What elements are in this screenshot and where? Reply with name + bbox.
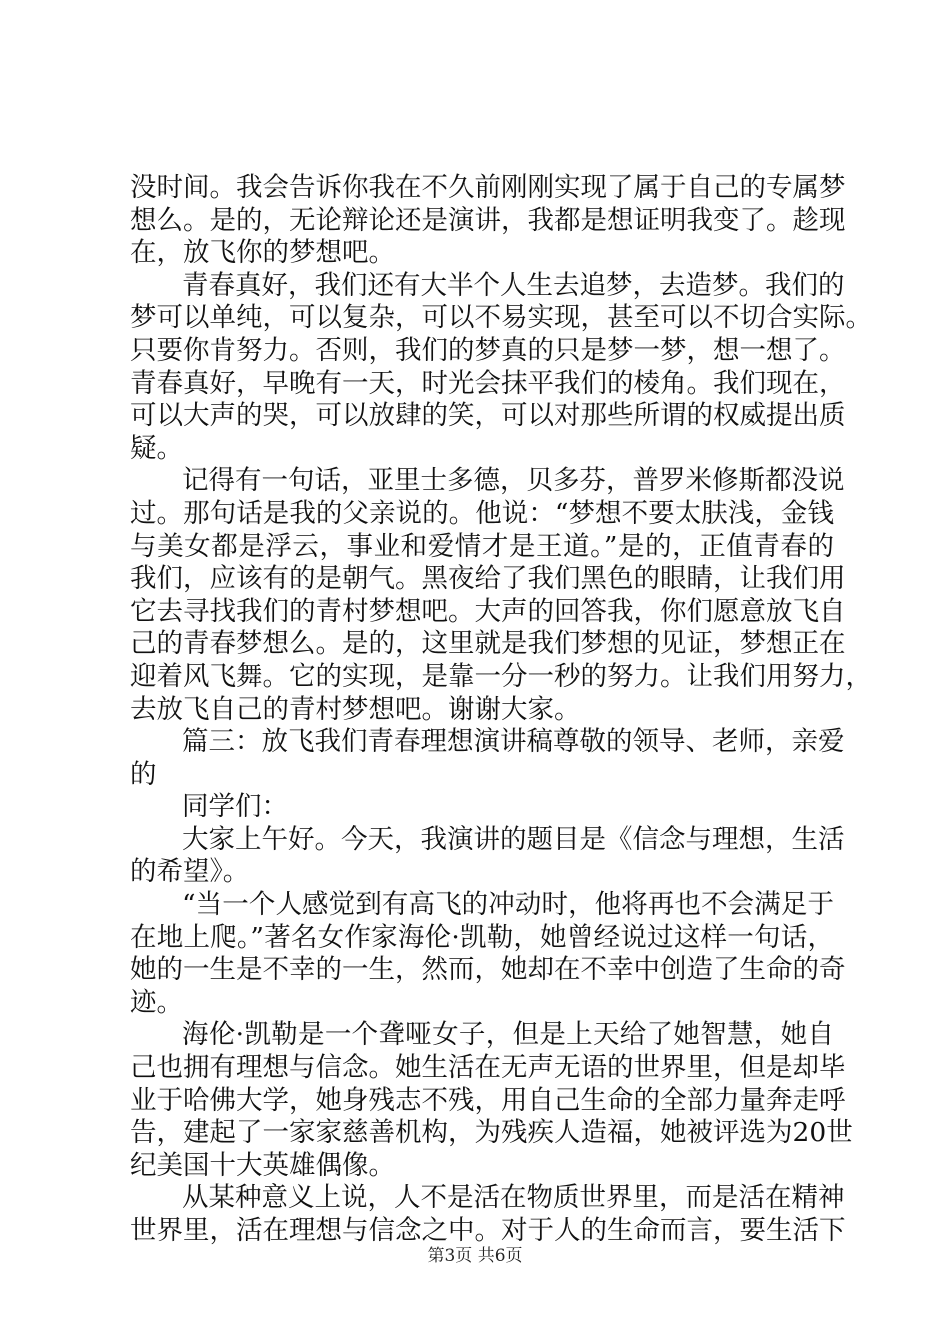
text-line: 世界里，活在理想与信念之中。对于人的生命而言，要生活下: [130, 1215, 846, 1246]
text-line: 告，建起了一家家慈善机构，为残疾人造福，她被评选为20世: [130, 1117, 853, 1149]
text-line: 青春真好，我们还有大半个人生去追梦，去造梦。我们的: [182, 269, 845, 301]
text-line: 青春真好，早晚有一天，时光会抹平我们的棱角。我们现在，: [130, 367, 846, 399]
document-body: [130, 172, 872, 1248]
text-line: 在，放飞你的梦想吧。: [130, 237, 395, 269]
text-line: 迎着风飞舞。它的实现，是靠一分一秒的努力。让我们用努力，: [130, 660, 872, 692]
text-line: 的: [130, 758, 157, 790]
text-line: 的希望》。: [130, 856, 250, 888]
text-line: 只要你肯努力。否则，我们的梦真的只是梦一梦，想一想了。: [130, 334, 846, 366]
text-line: 去放飞自己的青村梦想吧。谢谢大家。: [130, 693, 581, 725]
text-line: 己也拥有理想与信念。她生活在无声无语的世界里，但是却毕: [130, 1052, 846, 1084]
text-line: 想么。是的，无论辩论还是演讲，我都是想证明我变了。趁现: [130, 204, 846, 236]
text-line: 在地上爬。”著名女作家海伦·凯勒，她曾经说过这样一句话，: [130, 921, 834, 953]
text-line: 大家上午好。今天，我演讲的题目是《信念与理想，生活: [182, 823, 845, 855]
text-line: 从某种意义上说，人不是活在物质世界里，而是活在精神: [182, 1182, 845, 1214]
text-line: 它去寻找我们的青村梦想吧。大声的回答我，你们愿意放飞自: [130, 595, 846, 627]
page-footer: [0, 1245, 950, 1267]
text-line: 她的一生是不幸的一生，然而，她却在不幸中创造了生命的奇: [130, 954, 846, 986]
section-heading-line: 篇三：放飞我们青春理想演讲稿尊敬的领导、老师，亲爱: [182, 726, 845, 758]
text-line: 我们，应该有的是朝气。黑夜给了我们黑色的眼睛，让我们用: [130, 563, 846, 595]
page-number: 第3页 共6页: [427, 1246, 523, 1266]
text-line: 梦可以单纯，可以复杂，可以不易实现，甚至可以不切合实际。: [130, 302, 872, 334]
text-line: 记得有一句话，亚里士多德，贝多芬，普罗米修斯都没说: [182, 465, 845, 497]
text-line: 纪美国十大英雄偶像。: [130, 1149, 395, 1181]
text-line: 没时间。我会告诉你我在不久前刚刚实现了属于自己的专属梦: [130, 172, 846, 203]
text-line: 海伦·凯勒是一个聋哑女子，但是上天给了她智慧，她自: [182, 1019, 834, 1051]
text-line: 过。那句话是我的父亲说的。他说：“梦想不要太肤浅，金钱: [130, 497, 834, 529]
text-line: 己的青春梦想么。是的，这里就是我们梦想的见证，梦想正在: [130, 628, 846, 660]
text-line: 疑。: [130, 432, 183, 464]
text-line: 与美女都是浮云，事业和爱情才是王道。”是的，正值青春的: [130, 530, 834, 562]
text-line: 迹。: [130, 986, 183, 1018]
text-line: 业于哈佛大学，她身残志不残，用自己生命的全部力量奔走呼: [130, 1084, 846, 1116]
text-line: “当一个人感觉到有高飞的冲动时，他将再也不会满足于: [182, 889, 834, 921]
text-line: 可以大声的哭，可以放肆的笑，可以对那些所谓的权威提出质: [130, 400, 846, 432]
text-line: 同学们：: [182, 791, 288, 823]
